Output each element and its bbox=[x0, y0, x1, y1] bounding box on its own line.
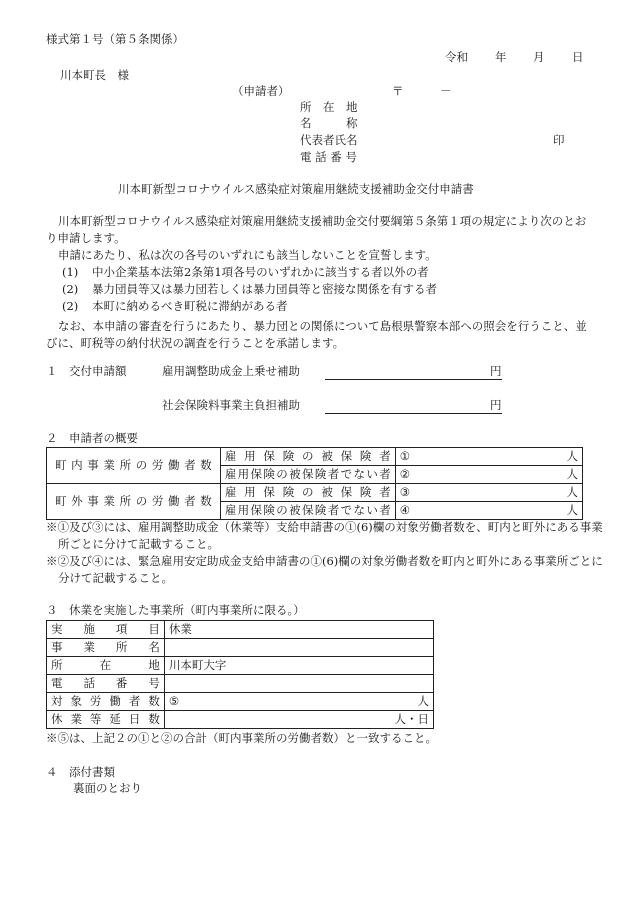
date-era: 令和 bbox=[445, 50, 468, 64]
postal-mark: 〒 bbox=[392, 84, 404, 98]
section2-note-2: ※②及び④には、緊急雇用安定助成金支給申請書の①(6)欄の対象労働者数を町内と町外にある事業所ごとに分けて記載すること。 bbox=[46, 554, 603, 585]
row-label: 所在地 bbox=[47, 657, 165, 675]
item-text: 暴力団員等又は暴力団若しくは暴力団員等と密接な関係を有する者 bbox=[92, 282, 437, 296]
body-paragraph-1: 川本町新型コロナウイルス感染症対策雇用継続支援補助金交付要綱第５条第１項の規定により次のとおり申請します。 bbox=[46, 214, 587, 245]
count-cell-3[interactable]: ③ 人 bbox=[395, 484, 582, 502]
name-label: 名 称 bbox=[300, 116, 358, 130]
row-label: 電話番号 bbox=[47, 675, 165, 693]
section2-note-1: ※①及び③には、雇用調整助成金（休業等）支給申請書の①(6)欄の対象労働者数を、町内と町外にある事業所ごとに分けて記載すること。 bbox=[46, 520, 603, 551]
address-label: 所 在 地 bbox=[300, 100, 358, 114]
implementation-value[interactable]: 休業 bbox=[164, 621, 433, 639]
count-cell-4[interactable]: ④ 人 bbox=[395, 502, 582, 520]
row-label: 実施項目 bbox=[47, 621, 165, 639]
phone-value[interactable] bbox=[164, 675, 433, 693]
item-text: 中小企業基本法第2条第1項各号のいずれかに該当する者以外の者 bbox=[92, 265, 429, 279]
insured-label: 雇用保険の被保険者 bbox=[220, 448, 395, 466]
date-year: 年 bbox=[495, 50, 507, 64]
section4-heading: ４ 添付書類 bbox=[46, 765, 115, 779]
location-value[interactable]: 川本町大字 bbox=[164, 657, 433, 675]
outside-workers-label: 町外事業所の労働者数 bbox=[47, 484, 221, 520]
attachment-text: 裏面のとおり bbox=[73, 781, 142, 795]
item-text: 本町に納めるべき町税に滞納がある者 bbox=[92, 299, 288, 313]
worker-count-table bbox=[46, 447, 583, 520]
seal-mark: 印 bbox=[553, 133, 565, 147]
document-title: 川本町新型コロナウイルス感染症対策雇用継続支援補助金交付申請書 bbox=[118, 182, 474, 196]
business-site-table bbox=[46, 620, 434, 729]
not-insured-label: 雇用保険の被保険者でない者 bbox=[220, 502, 395, 520]
representative-label: 代表者氏名 bbox=[300, 133, 358, 147]
body-paragraph-3: なお、本申請の審査を行うにあたり、暴力団との関係について島根県警察本部への照会を行うこと、並びに、町税等の納付状況の調査を行うことを承諾します。 bbox=[46, 319, 587, 350]
inside-workers-label: 町内事業所の労働者数 bbox=[47, 448, 221, 484]
count-cell-2[interactable]: ② 人 bbox=[395, 466, 582, 484]
business-name-value[interactable] bbox=[164, 639, 433, 657]
target-workers-value[interactable]: ⑤ 人 bbox=[164, 693, 433, 711]
form-number: 様式第１号（第５条関係） bbox=[46, 32, 184, 46]
phone-label: 電 話 番 号 bbox=[300, 150, 357, 164]
item-number: (2) bbox=[62, 299, 79, 313]
count-cell-1[interactable]: ① 人 bbox=[395, 448, 582, 466]
postal-dash: － bbox=[440, 84, 452, 98]
not-insured-label: 雇用保険の被保険者でない者 bbox=[220, 466, 395, 484]
row-label: 事業所名 bbox=[47, 639, 165, 657]
item-number: (2) bbox=[62, 282, 79, 296]
item-number: (1) bbox=[62, 265, 79, 279]
row-label: 対象労働者数 bbox=[47, 693, 165, 711]
subsidy-row2-label: 社会保険料事業主負担補助 bbox=[162, 398, 300, 412]
unit-yen-2: 円 bbox=[490, 398, 502, 412]
date-day: 日 bbox=[572, 50, 584, 64]
applicant-label: （申請者） bbox=[232, 84, 290, 98]
body-paragraph-2: 申請にあたり、私は次の各号のいずれにも該当しないことを宣誓します。 bbox=[58, 248, 437, 262]
leave-days-value[interactable]: 人・日 bbox=[164, 711, 433, 729]
amount-field-1[interactable] bbox=[325, 379, 502, 380]
date-month: 月 bbox=[533, 50, 545, 64]
subsidy-row1-label: 雇用調整助成金上乗せ補助 bbox=[162, 364, 300, 378]
insured-label: 雇用保険の被保険者 bbox=[220, 484, 395, 502]
unit-yen-1: 円 bbox=[490, 364, 502, 378]
section3-heading: ３ 休業を実施した事業所（町内事業所に限る。） bbox=[46, 603, 305, 617]
section2-heading: ２ 申請者の概要 bbox=[46, 431, 138, 445]
amount-field-2[interactable] bbox=[325, 413, 502, 414]
section1-heading: １ 交付申請額 bbox=[46, 364, 127, 378]
addressee: 川本町長 様 bbox=[60, 68, 129, 82]
row-label: 休業等延日数 bbox=[47, 711, 165, 729]
section3-note: ※⑤は、上記２の①と②の合計（町内事業所の労働者数）と一致すること。 bbox=[46, 731, 437, 745]
